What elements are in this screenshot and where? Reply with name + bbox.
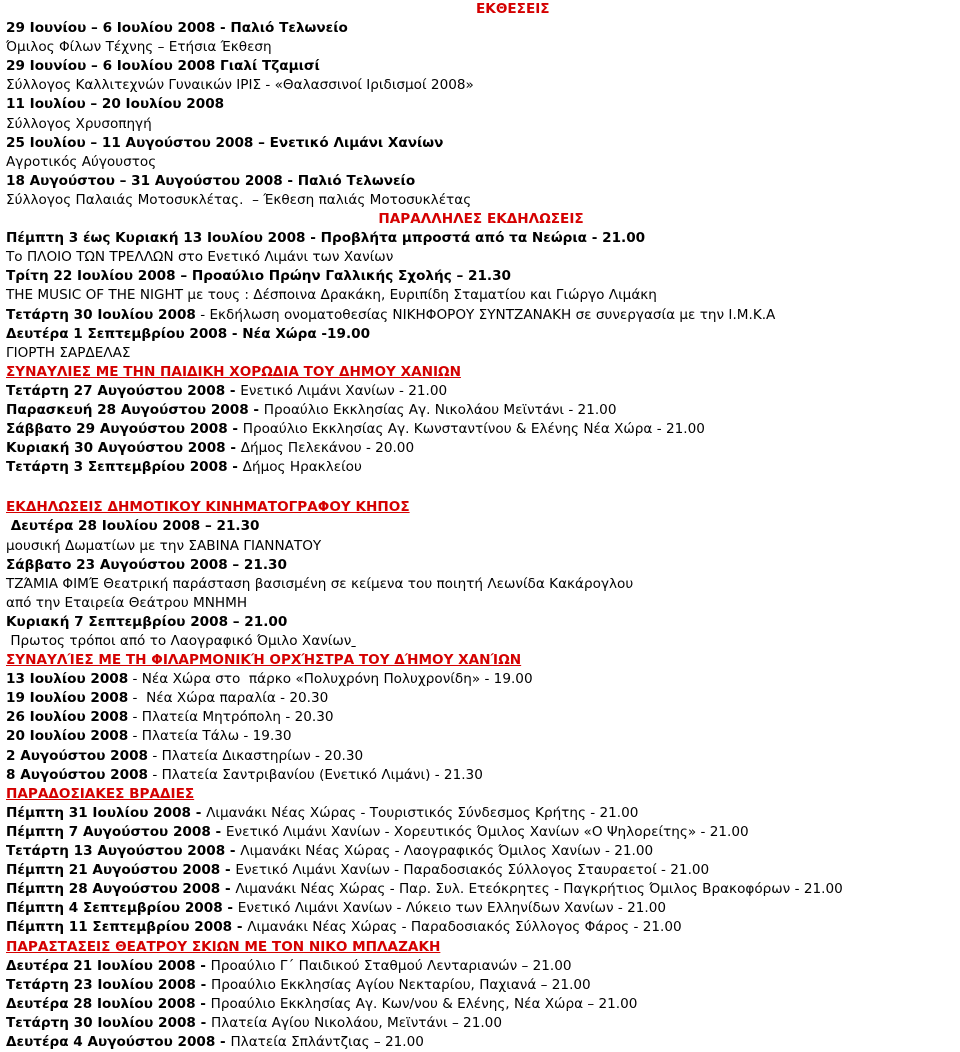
- line-date: Δευτέρα 28 Ιουλίου 2008 – 21.30: [6, 518, 260, 535]
- text-line: [6, 458, 956, 477]
- text-line: [6, 842, 956, 861]
- text-line: [6, 57, 956, 76]
- line-text: - Νέα Χώρα στο πάρκο «Πολυχρόνη Πολυχρονίδη» - 19.00: [128, 671, 533, 688]
- line-date: 18 Αυγούστου – 31 Αυγούστου 2008 - Παλιό Τελωνείο: [6, 172, 416, 189]
- text-line: [6, 537, 956, 556]
- line-date: Πέμπτη 3 έως Κυριακή 13 Ιουλίου 2008 - Προβλήτα μπροστά από τα Νεώρια - 21.00: [6, 230, 646, 247]
- text-line: [6, 823, 956, 842]
- line-text: Λιμανάκι Νέας Χώρας - Λαογραφικός Όμιλος Χανίων - 21.00: [240, 843, 654, 860]
- line-date: Δευτέρα 21 Ιουλίου 2008 -: [6, 957, 211, 974]
- line-text: Αγροτικός Αύγουστος: [6, 153, 157, 170]
- heading-text: ΕΚΔΗΛΩΣΕΙΣ ΔΗΜΟΤΙΚΟΥ ΚΙΝΗΜΑΤΟΓΡΑΦΟΥ ΚΗΠΟΣ: [6, 499, 410, 516]
- line-text: Σύλλογος Χρυσοπηγή: [6, 115, 152, 132]
- line-date: Κυριακή 30 Αυγούστου 2008 -: [6, 440, 241, 457]
- line-text: Λιμανάκι Νέας Χώρας - Παρ. Συλ. Ετεόκρητες - Παγκρήτιος Όμιλος Βρακοφόρων - 21.00: [235, 881, 843, 898]
- line-date: Πέμπτη 4 Σεπτεμβρίου 2008 -: [6, 900, 238, 917]
- document-title: ΕΚΘΕΣΕΙΣ: [476, 1, 550, 17]
- text-line: [6, 708, 956, 727]
- text-line: [6, 747, 956, 766]
- text-line: [6, 19, 956, 38]
- line-text: Σύλλογος Καλλιτεχνών Γυναικών ΙΡΙΣ - «Θαλασσινοί Ιριδισμοί 2008»: [6, 77, 474, 94]
- text-line: [6, 439, 956, 458]
- text-line: [6, 689, 956, 708]
- line-date: Τετάρτη 23 Ιουλίου 2008 -: [6, 976, 211, 993]
- line-text: Προαύλιο Εκκλησίας Αγίου Νεκταρίου, Παχιανά – 21.00: [211, 976, 591, 993]
- line-text: ΓΙΟΡΤΗ ΣΑΡΔΕΛΑΣ: [6, 344, 131, 361]
- line-date: Πέμπτη 21 Αυγούστου 2008 -: [6, 862, 236, 879]
- line-text: Πρωτος τρόποι από το Λαογραφικό Όμιλο Χανίων: [6, 633, 352, 649]
- text-line: [6, 1014, 956, 1033]
- line-date: Πέμπτη 11 Σεπτεμβρίου 2008 -: [6, 919, 248, 936]
- text-line: [6, 1033, 956, 1052]
- line-date: Πέμπτη 31 Ιουλίου 2008 -: [6, 804, 207, 821]
- text-line: [6, 191, 956, 210]
- text-line: [6, 401, 956, 420]
- text-line: [6, 344, 956, 363]
- line-date: Σάββατο 29 Αυγούστου 2008 -: [6, 421, 243, 438]
- line-date: Τετάρτη 13 Αυγούστου 2008 -: [6, 843, 241, 860]
- line-date: Τετάρτη 30 Ιουλίου 2008: [6, 306, 196, 323]
- line-date: 8 Αυγούστου 2008: [6, 766, 149, 783]
- line-date: Πέμπτη 7 Αυγούστου 2008 -: [6, 823, 226, 840]
- text-line: [6, 613, 956, 632]
- line-text: από την Εταιρεία Θεάτρου ΜΝΗΜΗ: [6, 594, 248, 611]
- line-text: Σύλλογος Παλαιάς Μοτοσυκλέτας. – Έκθεση παλιάς Μοτοσυκλέτας: [6, 191, 472, 208]
- line-text: - Πλατεία Τάλω - 19.30: [128, 728, 292, 745]
- line-text: ΤΖΆΜΙΑ ΦΙΜΈ Θεατρική παράσταση βασισμένη σε κείμενα του ποιητή Λεωνίδα Κακάρογλου: [6, 575, 634, 592]
- line-text: Ενετικό Λιμάνι Χανίων - 21.00: [240, 382, 448, 399]
- section-heading: [6, 363, 956, 382]
- line-date: 25 Ιουλίου – 11 Αυγούστου 2008 – Ενετικό Λιμάνι Χανίων: [6, 134, 444, 151]
- line-text: Δήμος Ηρακλείου: [242, 459, 362, 476]
- text-line: [6, 420, 956, 439]
- text-line: [6, 134, 956, 153]
- text-line: [6, 670, 956, 689]
- line-date: Παρασκευή 28 Αυγούστου 2008 -: [6, 401, 264, 418]
- section-heading: [6, 210, 956, 229]
- line-date: Δευτέρα 28 Ιουλίου 2008 -: [6, 995, 211, 1012]
- text-line: [6, 632, 956, 651]
- text-line: [6, 76, 956, 95]
- line-text: Λιμανάκι Νέας Χώρας - Τουριστικός Σύνδεσμος Κρήτης - 21.00: [206, 804, 639, 821]
- text-line: [6, 861, 956, 880]
- section-heading: [6, 938, 956, 957]
- text-line: [6, 804, 956, 823]
- line-date: 29 Ιουνίου – 6 Ιουλίου 2008 Γιαλί Τζαμισί: [6, 58, 320, 75]
- line-text: Πλατεία Σπλάντζιας – 21.00: [230, 1033, 424, 1050]
- line-date: Τρίτη 22 Ιουλίου 2008 – Προαύλιο Πρώην Γαλλικής Σχολής – 21.30: [6, 268, 512, 285]
- line-text: - Νέα Χώρα παραλία - 20.30: [128, 690, 329, 707]
- text-line: [6, 995, 956, 1014]
- text-line: [6, 594, 956, 613]
- heading-text: ΣΥΝΑΥΛΙΕΣ ΜΕ ΤΗΝ ΠΑΙΔΙΚΗ ΧΟΡΩΔΙΑ ΤΟΥ ΔΗΜΟΥ ΧΑΝΙΩΝ: [6, 363, 461, 380]
- text-line: [6, 306, 956, 325]
- line-text: Ενετικό Λιμάνι Χανίων - Χορευτικός Όμιλος Χανίων «Ο Ψηλορείτης» - 21.00: [225, 823, 749, 840]
- text-line: [6, 286, 956, 305]
- line-text: Το ΠΛΟΙΟ ΤΩΝ ΤΡΕΛΛΩΝ στο Ενετικό Λιμάνι των Χανίων: [6, 249, 394, 266]
- line-text: Όμιλος Φίλων Τέχνης – Ετήσια Έκθεση: [6, 39, 272, 56]
- text-line: [6, 766, 956, 785]
- heading-text: ΠΑΡΑΔΟΣΙΑΚΕΣ ΒΡΑΔΙΕΣ: [6, 785, 195, 802]
- line-date: 19 Ιουλίου 2008: [6, 690, 129, 707]
- text-line: [6, 267, 956, 286]
- line-text: Ενετικό Λιμάνι Χανίων - Παραδοσιακός Σύλλογος Σταυραετοί - 21.00: [235, 862, 710, 879]
- blank-line: [6, 477, 956, 498]
- line-date: Δευτέρα 4 Αυγούστου 2008 -: [6, 1033, 231, 1050]
- text-line: [6, 95, 956, 114]
- line-text: - Πλατεία Σαντριβανίου (Ενετικό Λιμάνι) - 21.30: [148, 766, 483, 783]
- line-date: Σάββατο 23 Αυγούστου 2008 – 21.30: [6, 556, 287, 573]
- section-heading: [6, 651, 956, 670]
- line-date: 2 Αυγούστου 2008: [6, 747, 149, 764]
- line-date: 20 Ιουλίου 2008: [6, 728, 129, 745]
- line-date: 26 Ιουλίου 2008: [6, 709, 129, 726]
- text-line: [6, 957, 956, 976]
- text-line: [6, 172, 956, 191]
- text-line: [6, 556, 956, 575]
- line-text: Δήμος Πελεκάνου - 20.00: [240, 440, 415, 457]
- text-line: [6, 880, 956, 899]
- line-text: Πλατεία Αγίου Νικολάου, Μεϊντάνι – 21.00: [211, 1014, 502, 1031]
- line-date: Τετάρτη 3 Σεπτεμβρίου 2008 -: [6, 459, 243, 476]
- line-text: THE MUSIC OF THE NIGHT με τους : Δέσποινα Δρακάκη, Ευριπίδη Σταματίου και Γιώργο Λιμάκη: [6, 287, 657, 304]
- heading-text: ΠΑΡΑΛΛΗΛΕΣ ΕΚΔΗΛΩΣΕΙΣ: [378, 211, 584, 228]
- line-date: 11 Ιουλίου – 20 Ιουλίου 2008: [6, 96, 225, 113]
- line-date: Κυριακή 7 Σεπτεμβρίου 2008 – 21.00: [6, 613, 288, 630]
- line-date: Πέμπτη 28 Αυγούστου 2008 -: [6, 881, 236, 898]
- line-text: Λιμανάκι Νέας Χώρας - Παραδοσιακός Σύλλογος Φάρος - 21.00: [247, 919, 682, 936]
- text-line: [6, 575, 956, 594]
- text-line: [6, 517, 956, 536]
- line-text: Προαύλιο Γ΄ Παιδικού Σταθμού Λενταριανών – 21.00: [210, 957, 572, 974]
- line-date: Τετάρτη 30 Ιουλίου 2008 -: [6, 1014, 211, 1031]
- text-line: [6, 899, 956, 918]
- section-heading: [6, 785, 956, 804]
- line-text: Προαύλιο Εκκλησίας Αγ. Κωνσταντίνου & Ελένης Νέα Χώρα - 21.00: [242, 421, 705, 438]
- heading-text: ΠΑΡΑΣΤΑΣΕΙΣ ΘΕΑΤΡΟΥ ΣΚΙΩΝ ΜΕ ΤΟΝ ΝΙΚΟ ΜΠΛΑΖΑΚΗ: [6, 938, 441, 955]
- section-heading: [6, 498, 956, 517]
- text-line: [6, 229, 956, 248]
- line-text: Προαύλιο Εκκλησίας Αγ. Νικολάου Μεϊντάνι - 21.00: [263, 401, 617, 418]
- line-date: Δευτέρα 1 Σεπτεμβρίου 2008 - Νέα Χώρα -19.00: [6, 325, 371, 342]
- text-line: [6, 115, 956, 134]
- text-line: [6, 325, 956, 344]
- text-line: [6, 382, 956, 401]
- line-date: 13 Ιουλίου 2008: [6, 671, 129, 688]
- text-line: [6, 248, 956, 267]
- line-text: - Πλατεία Μητρόπολη - 20.30: [128, 709, 334, 726]
- line-date: Τετάρτη 27 Αυγούστου 2008 -: [6, 382, 241, 399]
- line-text: [351, 633, 355, 649]
- line-text: Προαύλιο Εκκλησίας Αγ. Κων/νου & Ελένης, Νέα Χώρα – 21.00: [210, 995, 638, 1012]
- line-text: - Εκδήλωση ονοματοθεσίας ΝΙΚΗΦΟΡΟΥ ΣΥΝΤΖΑΝΑΚΗ σε συνεργασία με την Ι.Μ.Κ.Α: [195, 306, 776, 323]
- text-line: [6, 727, 956, 746]
- text-line: [6, 976, 956, 995]
- text-line: [6, 918, 956, 937]
- line-date: 29 Ιουνίου – 6 Ιουλίου 2008 - Παλιό Τελωνείο: [6, 20, 348, 37]
- text-line: [6, 153, 956, 172]
- document-body: [6, 0, 956, 1052]
- text-line: [6, 38, 956, 57]
- line-text: Ενετικό Λιμάνι Χανίων - Λύκειο των Ελληνίδων Χανίων - 21.00: [237, 900, 667, 917]
- line-text: μουσική Δωματίων με την ΣΑΒΙΝΑ ΓΙΑΝΝΑΤΟΥ: [6, 537, 322, 554]
- heading-text: ΣΥΝΑΥΛΊΕΣ ΜΕ ΤΗ ΦΙΛΑΡΜΟΝΙΚΉ ΟΡΧΉΣΤΡΑ ΤΟΥ ΔΉΜΟΥ ΧΑΝΊΩΝ: [6, 652, 522, 669]
- line-text: - Πλατεία Δικαστηρίων - 20.30: [148, 747, 364, 764]
